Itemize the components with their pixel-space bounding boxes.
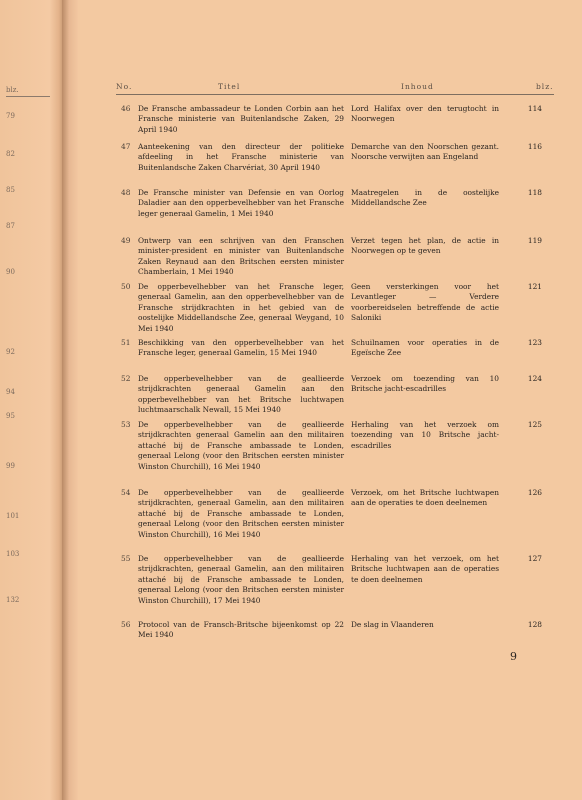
row-blz: 116 — [527, 142, 542, 151]
row-titel: De opperbevelhebber van de geallieerde strijdkrachten, generaal Gamelin, aan den militairen attaché bij de Fransche ambassade te Londen, generaal Lelong (voor den Britschen eersten minister Winston Churchill), 16 Mei 1940 — [138, 488, 344, 539]
row-titel: De opperbevelhebber van de geallieerde strijdkrachten generaal Gamelin aan den opperbevelhebber van het Britsche luchtwapen luchtmaarschalk Newall, 15 Mei 1940 — [138, 374, 344, 415]
header-inhoud: Inhoud — [401, 82, 434, 91]
row-titel: De Fransche minister van Defensie en van Oorlog Daladier aan den opperbevelhebber van het Fransche leger generaal Gamelin, 1 Mei 1940 — [138, 188, 344, 218]
row-no: 55 — [121, 554, 131, 563]
row-no: 49 — [121, 236, 131, 245]
prev-page-number: 132 — [6, 596, 20, 604]
row-blz: 126 — [527, 488, 542, 497]
row-inhoud: Lord Halifax over den terugtocht in Noorwegen — [351, 104, 499, 124]
row-no: 51 — [121, 338, 131, 347]
row-inhoud: De slag in Vlaanderen — [351, 620, 434, 629]
row-inhoud: Herhaling van het verzoek om toezending van 10 Britsche jacht-escadrilles — [351, 420, 499, 450]
book-gutter — [62, 0, 78, 800]
prev-page-number: 99 — [6, 462, 15, 470]
row-blz: 125 — [527, 420, 542, 429]
row-no: 50 — [121, 282, 131, 291]
row-blz: 128 — [527, 620, 542, 629]
header-no: No. — [116, 82, 133, 91]
prev-page-number: 90 — [6, 268, 15, 276]
table-header — [116, 82, 554, 95]
row-inhoud: Verzoek, om het Britsche luchtwapen aan de operaties te doen deelnemen — [351, 488, 499, 508]
row-titel: Protocol van de Fransch-Britsche bijeenkomst op 22 Mei 1940 — [138, 620, 344, 640]
row-inhoud: Geen versterkingen voor het Levantleger — Verdere voorbereidselen betreffende de actie Saloniki — [351, 282, 499, 323]
prev-page-number: 94 — [6, 388, 15, 396]
previous-page-edge — [0, 0, 62, 800]
prev-page-number: 87 — [6, 222, 15, 230]
row-blz: 114 — [527, 104, 542, 113]
row-no: 47 — [121, 142, 131, 151]
row-blz: 123 — [527, 338, 542, 347]
row-no: 46 — [121, 104, 131, 113]
prev-page-number: 82 — [6, 150, 15, 158]
row-blz: 119 — [527, 236, 542, 245]
prev-page-number: 101 — [6, 512, 20, 520]
row-no: 48 — [121, 188, 131, 197]
prev-page-header: blz. — [6, 86, 50, 97]
row-no: 53 — [121, 420, 131, 429]
row-titel: De opperbevelhebber van het Fransche leger, generaal Gamelin, aan den opperbevelhebber van de Fransche strijdkrachten in het gebied van de oostelijke Middellandsche Zee, generaal Weygand, 10 Mei 1940 — [138, 282, 344, 333]
row-titel: De Fransche ambassadeur te Londen Corbin aan het Fransche ministerie van Buitenlandsche Zaken, 29 April 1940 — [138, 104, 344, 134]
row-no: 56 — [121, 620, 131, 629]
row-inhoud: Herhaling van het verzoek, om het Britsche luchtwapen aan de operaties te doen deelnemen — [351, 554, 499, 584]
page-number: 9 — [510, 650, 517, 663]
row-no: 54 — [121, 488, 131, 497]
row-inhoud: Schuilnamen voor operaties in de Egeïsche Zee — [351, 338, 499, 358]
row-inhoud: Verzoek om toezending van 10 Britsche jacht-escadrilles — [351, 374, 499, 394]
row-inhoud: Demarche van den Noorschen gezant. Noorsche verwijten aan Engeland — [351, 142, 499, 162]
prev-page-number: 79 — [6, 112, 15, 120]
prev-page-number: 92 — [6, 348, 15, 356]
row-inhoud: Maatregelen in de oostelijke Middellandsche Zee — [351, 188, 499, 208]
row-blz: 124 — [527, 374, 542, 383]
prev-page-number: 95 — [6, 412, 15, 420]
header-titel: Titel — [218, 82, 241, 91]
row-titel: Aanteekening van den directeur der politieke afdeeling in het Fransche ministerie van Buitenlandsche Zaken Charvériat, 30 April 1940 — [138, 142, 344, 172]
row-titel: Ontwerp van een schrijven van den Franschen minister-president en minister van Buitenlandsche Zaken Reynaud aan den Britschen eersten minister Chamberlain, 1 Mei 1940 — [138, 236, 344, 277]
prev-page-number: 85 — [6, 186, 15, 194]
header-blz: blz. — [536, 82, 554, 91]
row-titel: Beschikking van den opperbevelhebber van het Fransche leger, generaal Gamelin, 15 Mei 1940 — [138, 338, 344, 358]
row-blz: 118 — [527, 188, 542, 197]
row-blz: 121 — [527, 282, 542, 291]
row-titel: De opperbevelhebber van de geallieerde strijdkrachten generaal Gamelin aan den militairen attaché bij de Fransche ambassade te Londen, generaal Lelong (voor den Britschen eersten minister Winston Churchill), 16 Mei 1940 — [138, 420, 344, 471]
row-titel: De opperbevelhebber van de geallieerde strijdkrachten, generaal Gamelin, aan den militairen attaché bij de Fransche ambassade te Londen, generaal Lelong (voor den Britschen eersten minister Winston Churchill), 17 Mei 1940 — [138, 554, 344, 605]
row-no: 52 — [121, 374, 131, 383]
prev-page-number: 103 — [6, 550, 20, 558]
row-inhoud: Verzet tegen het plan, de actie in Noorwegen op te geven — [351, 236, 499, 256]
row-blz: 127 — [527, 554, 542, 563]
document-page — [78, 0, 582, 800]
